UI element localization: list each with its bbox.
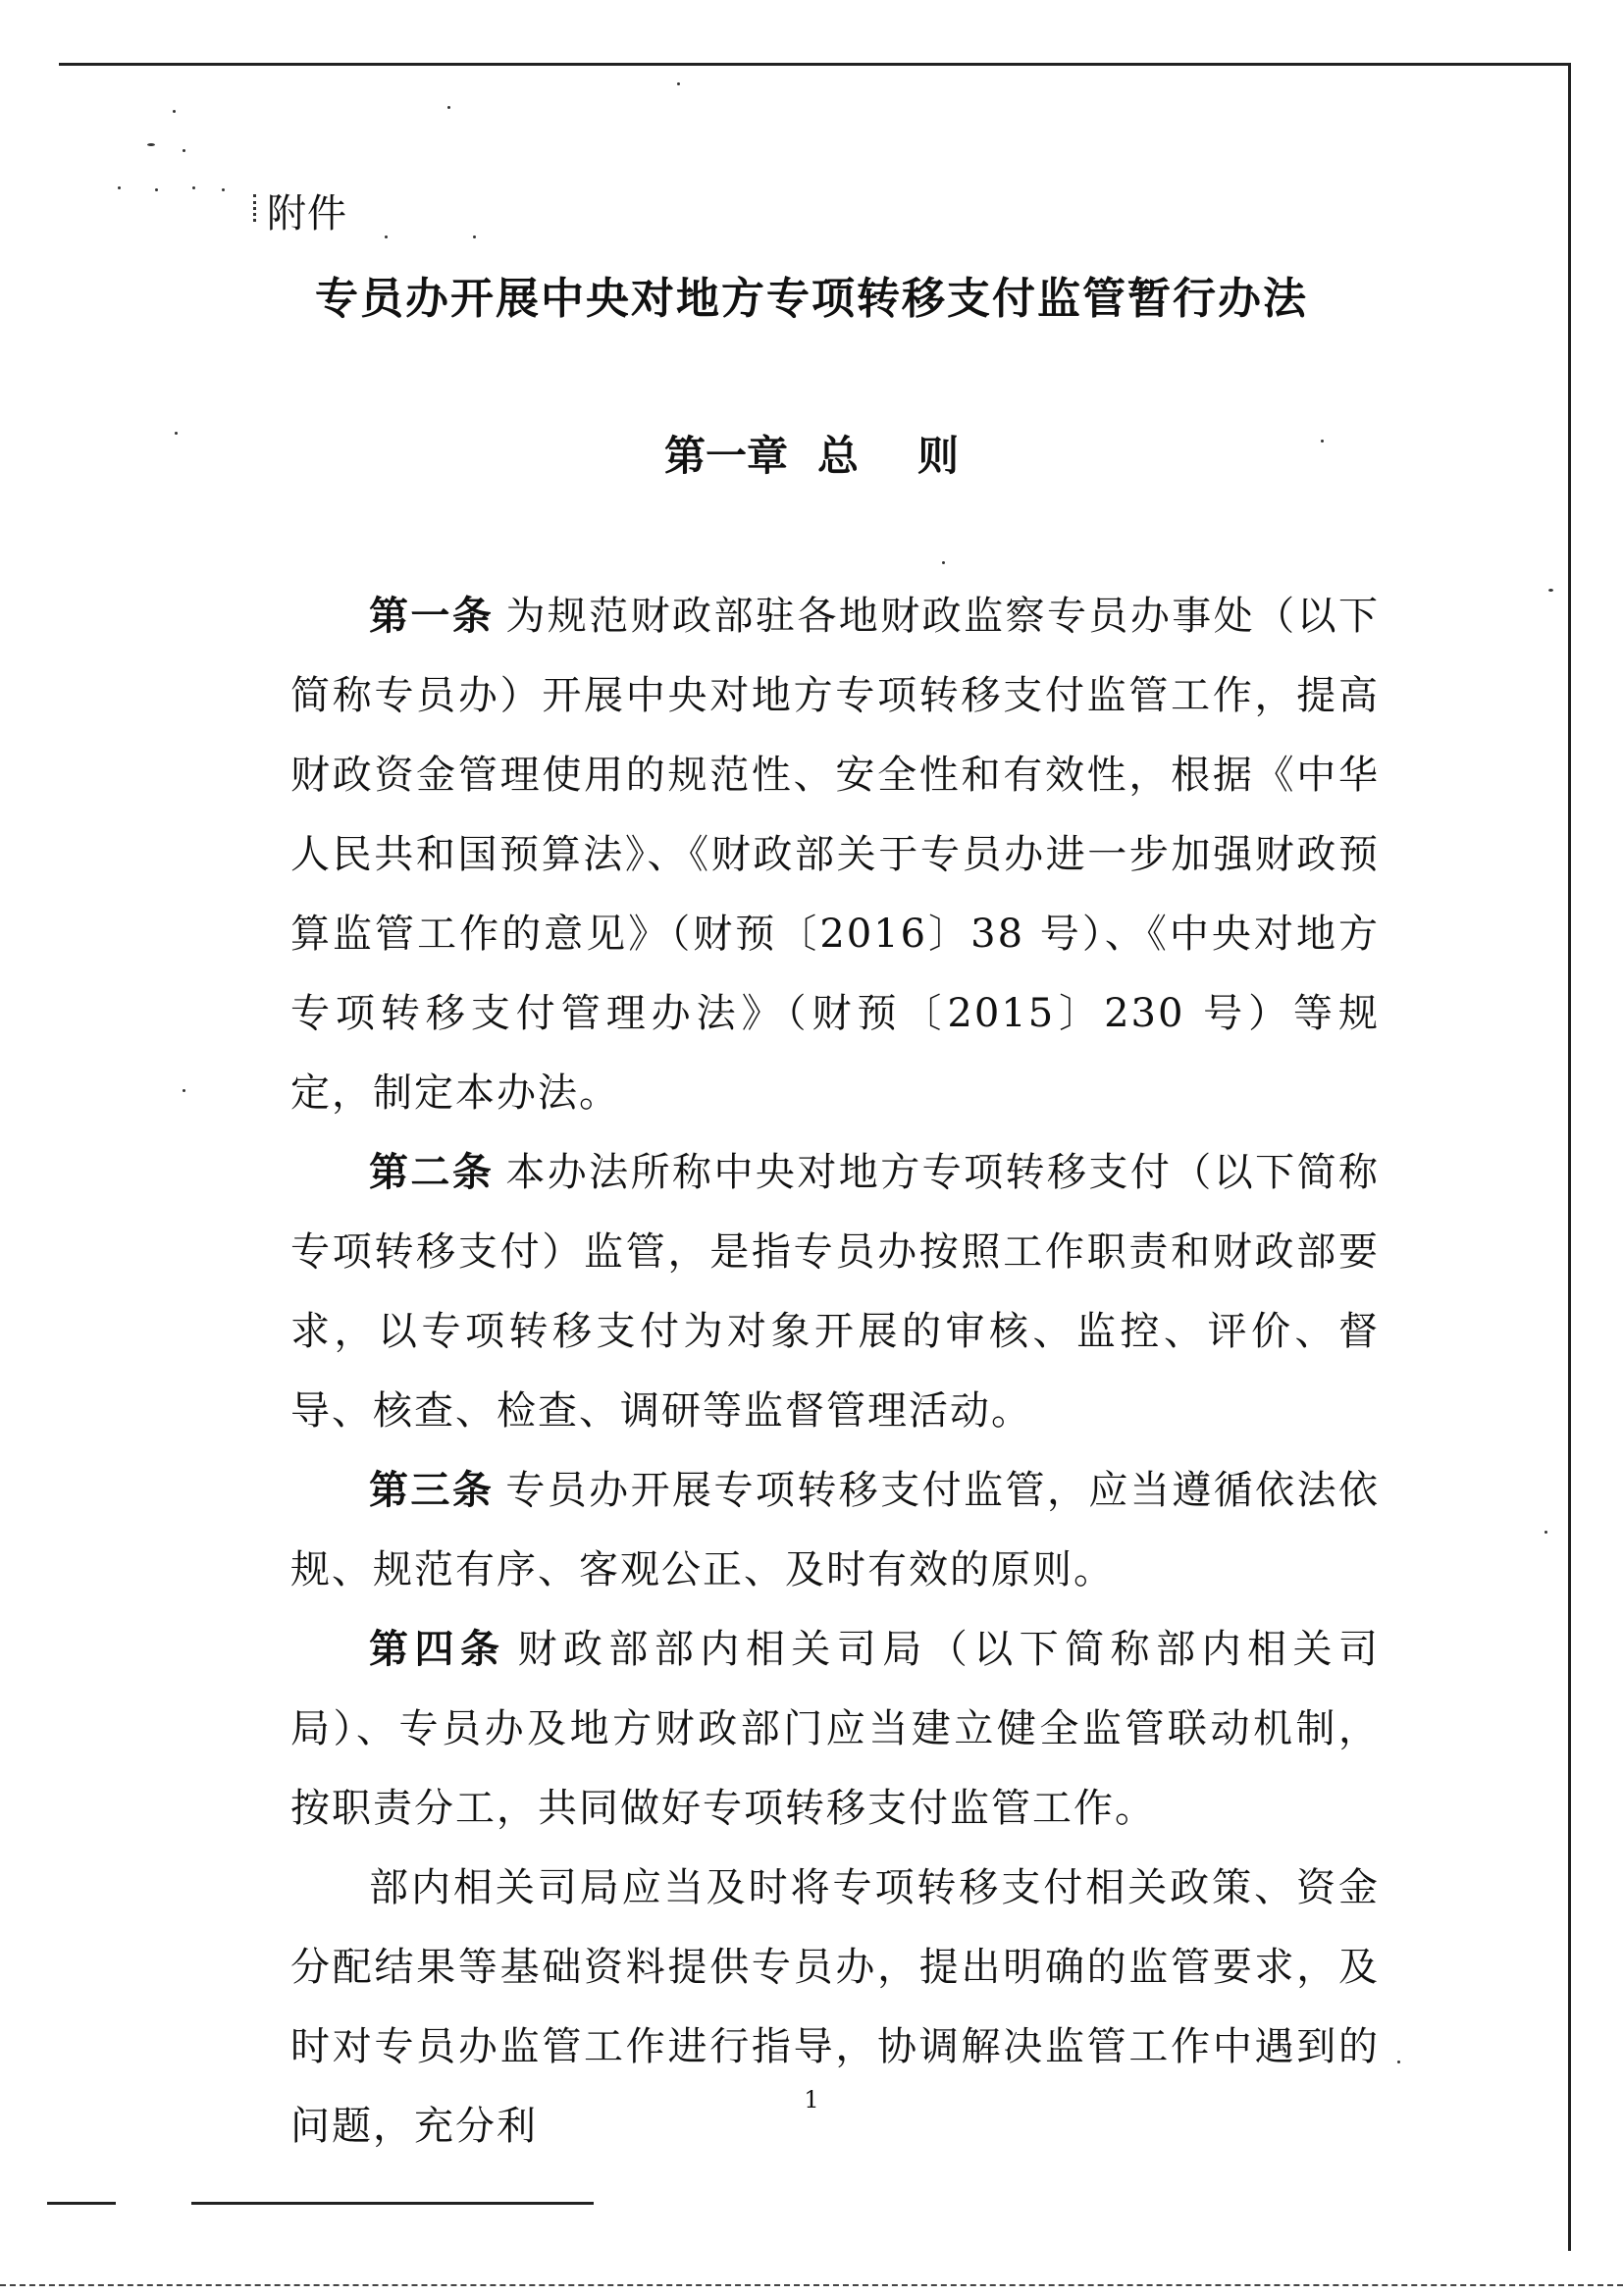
scan-line-bottom-middle [191, 2202, 594, 2205]
article-text: 本办法所称中央对地方专项转移支付（以下简称专项转移支付）监管，是指专员办按照工作职责和财政部要求，以专项转移支付为对象开展的审核、监控、评价、督导、核查、检查、调研等监督管理活动。 [290, 1150, 1381, 1434]
page-number: 1 [804, 2086, 819, 2113]
document-title: 专员办开展中央对地方专项转移支付监管暂行办法 [315, 274, 1308, 324]
continuation-paragraph [290, 1849, 1380, 2166]
paragraph-text: 部内相关司局应当及时将专项转移支付相关政策、资金分配结果等基础资料提供专员办，提出明确的监管要求，及时对专员办监管工作进行指导，协调解决监管工作中遇到的问题，充分利 [290, 1865, 1380, 2149]
document-body [290, 577, 1380, 2166]
scan-speck [147, 143, 155, 146]
scan-speck [942, 561, 945, 564]
article-paragraph [290, 1133, 1380, 1451]
scan-speck [447, 106, 450, 109]
scan-speck [155, 188, 158, 191]
article-text: 为规范财政部驻各地财政监察专员办事处（以下简称专员办）开展中央对地方专项转移支付监管工作，提高财政资金管理使用的规范性、安全性和有效性，根据《中华人民共和国预算法》、《财政部关于专员办进一步加强财政预算监管工作的意见》（财预〔2016〕38 号）、《中央对地方专项转移支付管理办法》（财预〔2015〕230 号）等规定，制定本办法。 [290, 594, 1381, 1116]
scan-border-right [1568, 63, 1571, 2251]
chapter-name-part2: 则 [917, 432, 960, 480]
scan-speck [1544, 1531, 1547, 1534]
scan-speck [222, 188, 225, 191]
chapter-heading [0, 424, 1623, 483]
scan-line-bottom-edge [0, 2284, 1623, 2286]
scan-speck [183, 149, 185, 152]
article-paragraph [290, 1610, 1380, 1849]
scan-speck [1548, 589, 1553, 592]
scan-line-bottom-left [47, 2202, 116, 2205]
article-number: 第二条 [369, 1150, 495, 1195]
scan-speck [473, 235, 476, 238]
attachment-label: 附件 [267, 191, 347, 236]
article-number: 第四条 [369, 1627, 506, 1672]
article-paragraph [290, 577, 1380, 1133]
scan-speck [173, 110, 176, 113]
scan-speck [385, 235, 388, 238]
article-number: 第三条 [369, 1468, 495, 1513]
article-paragraph [290, 1451, 1380, 1610]
article-number: 第一条 [369, 594, 495, 639]
article-text: 财政部部内相关司局（以下简称部内相关司局）、专员办及地方财政部门应当建立健全监管联动机制，按职责分工，共同做好专项转移支付监管工作。 [290, 1627, 1381, 1831]
scan-border-top [59, 63, 1570, 66]
chapter-number: 第一章 [663, 432, 788, 480]
scan-speck [677, 82, 680, 85]
margin-mark [253, 194, 259, 222]
chapter-name-part1: 总 [816, 432, 859, 480]
article-text: 专员办开展专项转移支付监管，应当遵循依法依规、规范有序、客观公正、及时有效的原则。 [290, 1468, 1381, 1592]
scan-speck [1397, 2061, 1400, 2063]
scan-speck [118, 186, 121, 189]
scan-speck [192, 186, 195, 189]
scan-speck [183, 1089, 185, 1092]
